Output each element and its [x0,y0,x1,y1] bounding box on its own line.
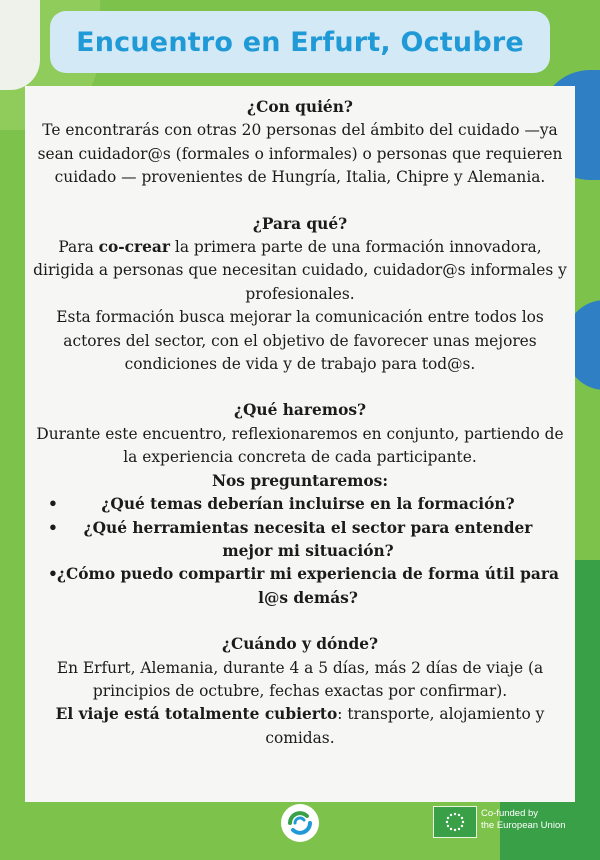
question-list [28,493,572,610]
section-text-cuando-donde: En Erfurt, Alemania, durante 4 a 5 días, más 2 días de viaje (a principios de octubre, fechas exactas por confirmar). [56,658,544,700]
subheading-preguntaremos: Nos preguntaremos: [211,471,389,490]
project-logo [281,804,319,842]
bullet-icon: • [48,518,58,537]
section-heading-que-haremos: ¿Qué haremos? [233,401,367,420]
text-bold-co-crear: co-crear [98,238,171,257]
title-banner [50,11,550,73]
text-bold-viaje: El viaje está totalmente cubierto [55,705,338,724]
eu-text-line2: the European Union [481,820,566,831]
bullet-icon: • [48,495,58,514]
section-text-para-que-2: Esta formación busca mejorar la comunicación entre todos los actores del sector, con el objetivo de favorecer unas mejores condiciones de vida y de trabajo para tod@s. [56,308,544,374]
eu-stars-icon [434,807,476,837]
text-rest: : transporte, alojamiento y comidas. [265,705,545,747]
content-body [28,96,572,750]
text-rest: la primera parte de una formación innovadora, dirigida a personas que necesitan cuidado, cuidador@s informales y profesionales. [33,238,567,303]
eu-text [481,808,566,832]
section-heading-para-que: ¿Para qué? [252,214,348,233]
section-heading-con-quien: ¿Con quién? [247,98,353,116]
section-text-con-quien: Te encontrarás con otras 20 personas del ámbito del cuidado —ya sean cuidador@s (formales o informales) o personas que requieren cuidado — provenientes de Hungría, Italia, Chipre y Alemania. [37,121,563,187]
eu-cofunded-badge [433,806,593,840]
swirl-logo-icon [285,808,315,838]
section-text-que-haremos: Durante este encuentro, reflexionaremos en conjunto, partiendo de la experiencia concreta de cada participante. [36,424,564,467]
background-shape [0,0,40,90]
list-item: • ¿Cómo puedo compartir mi experiencia de forma útil para l@s demás? [48,565,559,607]
list-item: • ¿Qué temas deberían incluirse en la formación? [28,493,572,516]
section-text-viaje [28,703,572,750]
bullet-icon: • [48,565,58,584]
list-item: • ¿Qué herramientas necesita el sector para entender mejor mi situación? [48,518,533,560]
eu-flag-icon [433,806,477,838]
section-heading-cuando-donde: ¿Cuándo y dónde? [221,635,379,654]
section-text-para-que [28,236,572,306]
eu-text-line1: Co-funded by [481,808,539,819]
page-title: Encuentro en Erfurt, Octubre [76,26,524,58]
text-prefix: Para [58,238,99,257]
